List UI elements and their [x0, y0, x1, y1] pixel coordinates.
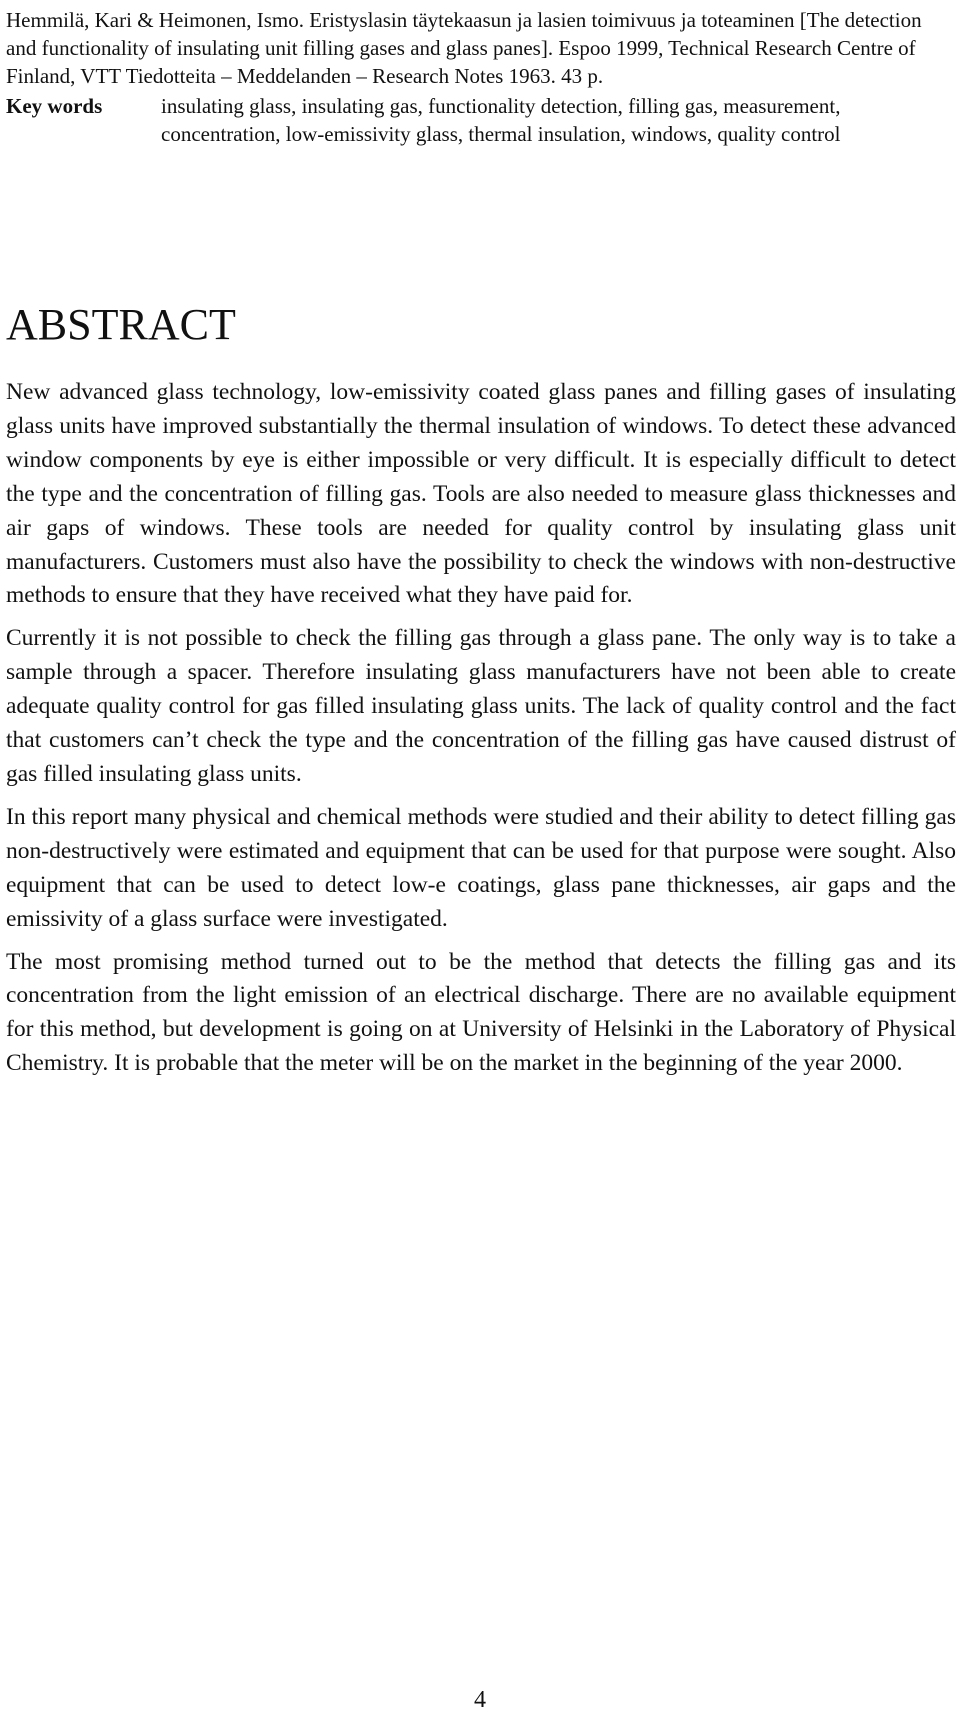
- abstract-heading: ABSTRACT: [6, 300, 236, 349]
- abstract-paragraph-2: Currently it is not possible to check the filling gas through a glass pane. The only way is to take a sample through a spacer. Therefore insulating glass manufacturers have not been able to create adequate quality control for gas filled insulating glass units. The lack of quality control and the fact that customers can’t check the type and the concentration of the filling gas have caused distrust of gas filled insulating glass units.: [6, 625, 956, 787]
- keywords-text: insulating glass, insulating gas, functionality detection, filling gas, measurement, concentration, low-emissivity glass, thermal insulation, windows, quality control: [161, 94, 841, 146]
- keywords-row: [6, 92, 956, 148]
- keywords-label: Key words: [6, 94, 103, 118]
- abstract-body: [6, 376, 956, 1090]
- bibliographic-citation: Hemmilä, Kari & Heimonen, Ismo. Eristyslasin täytekaasun ja lasien toimivuus ja toteaminen [The detection and functionality of insulating unit filling gases and glass panes]. Espoo 1999, Technical Research Centre of Finland, VTT Tiedotteita – Meddelanden – Research Notes 1963. 43 p.: [6, 8, 922, 88]
- abstract-paragraph-1: New advanced glass technology, low-emissivity coated glass panes and filling gases of insulating glass units have improved substantially the thermal insulation of windows. To detect these advanced window components by eye is either impossible or very difficult. It is especially difficult to detect the type and the concentration of filling gas. Tools are also needed to measure glass thicknesses and air gaps of windows. These tools are needed for quality control by insulating glass unit manufacturers. Customers must also have the possibility to check the windows with non-destructive methods to ensure that they have received what they have paid for.: [6, 379, 956, 609]
- abstract-paragraph-4: The most promising method turned out to be the method that detects the filling gas and its concentration from the light emission of an electrical discharge. There are no available equipment for this method, but development is going on at University of Helsinki in the Laboratory of Physical Chemistry. It is probable that the meter will be on the market in the beginning of the year 2000.: [6, 948, 956, 1077]
- page-number: 4: [474, 1687, 486, 1713]
- abstract-paragraph-3: In this report many physical and chemical methods were studied and their ability to detect filling gas non-destructively were estimated and equipment that can be used for that purpose were sought. Also equipment that can be used to detect low-e coatings, glass pane thicknesses, air gaps and the emissivity of a glass surface were investigated.: [6, 803, 956, 932]
